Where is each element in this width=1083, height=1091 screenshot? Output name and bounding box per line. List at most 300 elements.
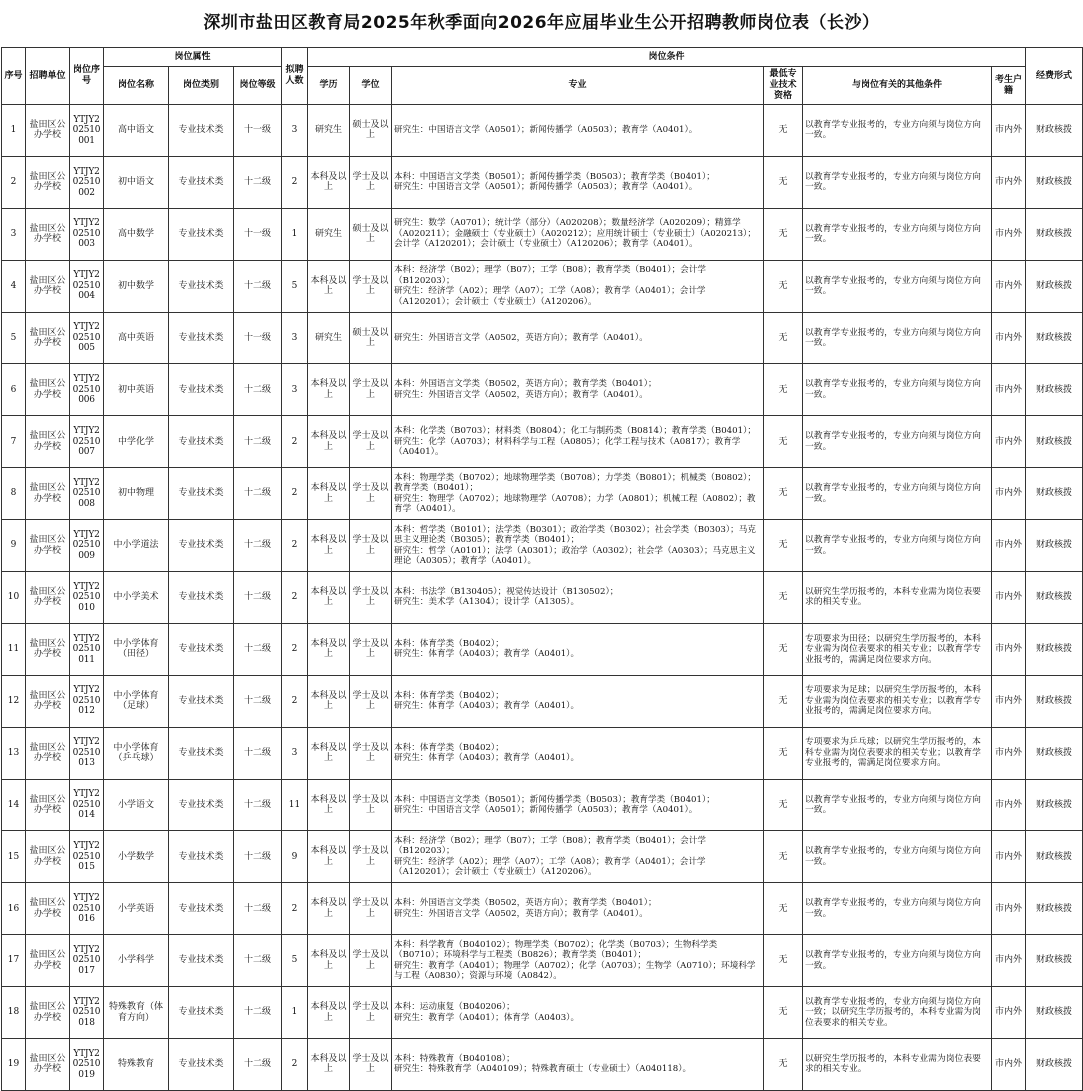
header-edu: 学历 [308,67,350,105]
cell-seq: 7 [2,416,26,468]
cell-funding: 财政核拨 [1026,105,1083,157]
cell-degree: 学士及以上 [350,935,392,987]
major-line: 研究生：特殊教育学（A040109）；特殊教育硕士（专业硕士）（A040118）。 [394,1064,692,1075]
cell-unit: 盐田区公办学校 [26,935,70,987]
cell-post-type: 专业技术类 [169,1039,234,1091]
major-line: 研究生：教育学（A0401）；体育学（A0403）。 [394,1012,580,1023]
cell-unit: 盐田区公办学校 [26,156,70,208]
cell-funding: 财政核拨 [1026,779,1083,831]
cell-funding: 财政核拨 [1026,156,1083,208]
cell-post-type: 专业技术类 [169,156,234,208]
cell-seq: 5 [2,312,26,364]
cell-other: 专项要求为田径；以研究生学历报考的，本科专业需为岗位表要求的相关专业；以教育学专业报考的，需满足岗位要求方向。 [803,623,992,675]
major-line: 研究生：中国语言文学（A0501）；新闻传播学（A0503）；教育学（A0401）。 [394,805,698,816]
cell-post-level: 十一级 [234,312,282,364]
cell-seq: 19 [2,1039,26,1091]
cell-post-type: 专业技术类 [169,987,234,1039]
header-post-type: 岗位类别 [169,67,234,105]
cell-major [392,623,764,675]
major-line: 本科：运动康复（B040206）； [394,1002,515,1013]
cell-hukou: 市内外 [992,364,1026,416]
cell-qual: 无 [764,831,803,883]
table-row [2,935,1083,987]
cell-seq: 1 [2,105,26,157]
cell-post-level: 十二级 [234,156,282,208]
cell-post-type: 专业技术类 [169,468,234,520]
cell-post-name: 中小学道法 [104,520,169,572]
cell-count: 1 [282,987,308,1039]
cell-hukou: 市内外 [992,883,1026,935]
major-line: 本科：科学教育（B040102）；物理学类（B0702）；化学类（B0703）；生物科学类（B0710）；环境科学与工程类（B0826）；教育学类（B0401）； [394,939,718,961]
cell-seq: 18 [2,987,26,1039]
cell-degree: 学士及以上 [350,675,392,727]
cell-degree: 学士及以上 [350,987,392,1039]
major-line: 本科：哲学类（B0101）；法学类（B0301）；政治学类（B0302）；社会学类（B0303）；马克思主义理论类（B0305）；教育学类（B0401）； [394,524,756,546]
cell-hukou: 市内外 [992,675,1026,727]
cell-degree: 学士及以上 [350,779,392,831]
cell-edu: 研究生 [308,312,350,364]
cell-post-level: 十二级 [234,572,282,624]
major-line: 本科：中国语言文学类（B0501）；新闻传播学类（B0503）；教育学类（B0401）； [394,794,715,805]
major-line: 研究生：体育学（A0403）；教育学（A0401）。 [394,701,580,712]
header-post-name: 岗位名称 [104,67,169,105]
cell-unit: 盐田区公办学校 [26,416,70,468]
cell-code: YTJY202510003 [70,208,104,260]
cell-edu: 本科及以上 [308,779,350,831]
cell-code: YTJY202510008 [70,468,104,520]
cell-major [392,779,764,831]
cell-qual: 无 [764,156,803,208]
cell-degree: 学士及以上 [350,623,392,675]
cell-post-name: 高中语文 [104,105,169,157]
cell-edu: 本科及以上 [308,468,350,520]
cell-funding: 财政核拨 [1026,883,1083,935]
cell-degree: 学士及以上 [350,416,392,468]
cell-degree: 学士及以上 [350,468,392,520]
cell-funding: 财政核拨 [1026,364,1083,416]
cell-post-level: 十二级 [234,883,282,935]
cell-major [392,260,764,312]
table-row [2,883,1083,935]
cell-post-type: 专业技术类 [169,364,234,416]
cell-hukou: 市内外 [992,208,1026,260]
cell-post-name: 高中英语 [104,312,169,364]
cell-other: 以教育学专业报考的，专业方向须与岗位方向一致。 [803,312,992,364]
major-line: 本科：特殊教育（B040108）； [394,1053,515,1064]
cell-hukou: 市内外 [992,727,1026,779]
cell-post-level: 十二级 [234,935,282,987]
cell-hukou: 市内外 [992,779,1026,831]
cell-post-name: 初中数学 [104,260,169,312]
cell-major [392,364,764,416]
cell-major [392,987,764,1039]
cell-hukou: 市内外 [992,623,1026,675]
cell-edu: 本科及以上 [308,520,350,572]
cell-seq: 14 [2,779,26,831]
cell-post-type: 专业技术类 [169,312,234,364]
cell-funding: 财政核拨 [1026,312,1083,364]
cell-edu: 本科及以上 [308,1039,350,1091]
cell-seq: 4 [2,260,26,312]
cell-unit: 盐田区公办学校 [26,727,70,779]
cell-post-type: 专业技术类 [169,208,234,260]
cell-degree: 学士及以上 [350,1039,392,1091]
cell-edu: 本科及以上 [308,987,350,1039]
recruitment-table [1,47,1083,1091]
cell-post-type: 专业技术类 [169,572,234,624]
cell-post-level: 十二级 [234,1039,282,1091]
cell-code: YTJY202510014 [70,779,104,831]
major-line: 研究生：哲学（A0101）；法学（A0301）；政治学（A0302）；社会学（A0303）；马克思主义理论（A0305）；教育学（A0401）。 [394,545,756,567]
cell-other: 以教育学专业报考的，专业方向须与岗位方向一致。 [803,364,992,416]
cell-post-level: 十二级 [234,260,282,312]
cell-post-level: 十二级 [234,520,282,572]
cell-qual: 无 [764,727,803,779]
cell-post-type: 专业技术类 [169,779,234,831]
cell-count: 2 [282,156,308,208]
cell-post-name: 中小学体育（田径） [104,623,169,675]
cell-funding: 财政核拨 [1026,468,1083,520]
cell-funding: 财政核拨 [1026,416,1083,468]
cell-post-name: 特殊教育 [104,1039,169,1091]
cell-major [392,312,764,364]
cell-count: 2 [282,883,308,935]
cell-major [392,156,764,208]
major-line: 研究生：外国语言文学（A0502，英语方向）；教育学（A0401）。 [394,389,648,400]
table-row [2,779,1083,831]
cell-unit: 盐田区公办学校 [26,987,70,1039]
cell-other: 以教育学专业报考的，专业方向须与岗位方向一致。 [803,105,992,157]
header-count: 拟聘人数 [282,48,308,105]
cell-edu: 本科及以上 [308,260,350,312]
cell-seq: 10 [2,572,26,624]
cell-hukou: 市内外 [992,156,1026,208]
cell-funding: 财政核拨 [1026,675,1083,727]
cell-qual: 无 [764,312,803,364]
cell-edu: 研究生 [308,105,350,157]
cell-post-level: 十二级 [234,779,282,831]
cell-seq: 17 [2,935,26,987]
cell-unit: 盐田区公办学校 [26,779,70,831]
cell-edu: 本科及以上 [308,675,350,727]
table-row [2,572,1083,624]
cell-count: 2 [282,623,308,675]
cell-seq: 11 [2,623,26,675]
cell-post-name: 小学科学 [104,935,169,987]
cell-hukou: 市内外 [992,935,1026,987]
cell-seq: 8 [2,468,26,520]
table-row [2,831,1083,883]
cell-hukou: 市内外 [992,260,1026,312]
table-row [2,727,1083,779]
cell-major [392,520,764,572]
major-line: 研究生：中国语言文学（A0501）；新闻传播学（A0503）；教育学（A0401）。 [394,125,698,136]
cell-post-type: 专业技术类 [169,416,234,468]
table-row [2,520,1083,572]
cell-funding: 财政核拨 [1026,831,1083,883]
header-other: 与岗位有关的其他条件 [803,67,992,105]
cell-qual: 无 [764,779,803,831]
cell-code: YTJY202510004 [70,260,104,312]
cell-degree: 学士及以上 [350,727,392,779]
header-cond-group: 岗位条件 [308,48,1026,67]
cell-count: 2 [282,572,308,624]
cell-post-level: 十一级 [234,105,282,157]
cell-edu: 本科及以上 [308,883,350,935]
cell-unit: 盐田区公办学校 [26,623,70,675]
header-qual: 最低专业技术资格 [764,67,803,105]
cell-major [392,727,764,779]
cell-code: YTJY202510015 [70,831,104,883]
cell-post-level: 十二级 [234,468,282,520]
cell-count: 3 [282,105,308,157]
cell-post-level: 十二级 [234,987,282,1039]
cell-post-name: 初中物理 [104,468,169,520]
cell-post-level: 十一级 [234,208,282,260]
cell-major [392,831,764,883]
cell-count: 1 [282,208,308,260]
major-line: 本科：书法学（B130405）；视觉传达设计（B130502）； [394,586,619,597]
cell-unit: 盐田区公办学校 [26,831,70,883]
cell-degree: 学士及以上 [350,260,392,312]
cell-funding: 财政核拨 [1026,572,1083,624]
cell-qual: 无 [764,364,803,416]
cell-post-type: 专业技术类 [169,105,234,157]
cell-hukou: 市内外 [992,987,1026,1039]
header-major: 专业 [392,67,764,105]
table-body [2,105,1083,1091]
cell-edu: 研究生 [308,208,350,260]
cell-post-name: 中小学美术 [104,572,169,624]
cell-count: 2 [282,416,308,468]
cell-major [392,105,764,157]
cell-seq: 3 [2,208,26,260]
table-row [2,260,1083,312]
major-line: 研究生：经济学（A02）；理学（A07）；工学（A08）；教育学（A0401）；会计学（A120201）；会计硕士（专业硕士）（A120206）。 [394,286,706,307]
cell-post-level: 十二级 [234,727,282,779]
cell-code: YTJY202510002 [70,156,104,208]
cell-post-type: 专业技术类 [169,883,234,935]
cell-qual: 无 [764,468,803,520]
cell-post-name: 初中英语 [104,364,169,416]
cell-qual: 无 [764,623,803,675]
cell-unit: 盐田区公办学校 [26,1039,70,1091]
major-line: 本科：经济学（B02）；理学（B07）；工学（B08）；教育学类（B0401）；会计学（B120203）； [394,835,706,857]
cell-qual: 无 [764,675,803,727]
cell-count: 5 [282,260,308,312]
cell-post-name: 小学语文 [104,779,169,831]
cell-other: 专项要求为乒乓球；以研究生学历报考的，本科专业需为岗位表要求的相关专业；以教育学专业报考的，需满足岗位要求方向。 [803,727,992,779]
cell-code: YTJY202510007 [70,416,104,468]
cell-major [392,572,764,624]
cell-count: 2 [282,468,308,520]
cell-degree: 学士及以上 [350,572,392,624]
cell-count: 3 [282,727,308,779]
cell-unit: 盐田区公办学校 [26,883,70,935]
major-line: 研究生：中国语言文学（A0501）；新闻传播学（A0503）；教育学（A0401）。 [394,182,698,193]
cell-post-type: 专业技术类 [169,260,234,312]
cell-count: 3 [282,312,308,364]
cell-other: 以教育学专业报考的，专业方向须与岗位方向一致。 [803,156,992,208]
cell-edu: 本科及以上 [308,623,350,675]
cell-count: 2 [282,675,308,727]
major-line: 本科：物理学类（B0702）；地球物理学类（B0708）；力学类（B0801）；机械类（B0802）；教育学类（B0401）； [394,472,756,494]
major-line: 本科：体育学类（B0402）； [394,690,504,701]
cell-count: 2 [282,520,308,572]
cell-qual: 无 [764,208,803,260]
cell-post-name: 中小学体育（足球） [104,675,169,727]
cell-funding: 财政核拨 [1026,935,1083,987]
cell-post-level: 十二级 [234,675,282,727]
table-row [2,1039,1083,1091]
cell-degree: 硕士及以上 [350,105,392,157]
cell-degree: 学士及以上 [350,156,392,208]
table-row [2,156,1083,208]
cell-post-name: 中学化学 [104,416,169,468]
cell-hukou: 市内外 [992,416,1026,468]
cell-post-name: 高中数学 [104,208,169,260]
cell-unit: 盐田区公办学校 [26,105,70,157]
cell-degree: 硕士及以上 [350,312,392,364]
cell-major [392,675,764,727]
cell-count: 11 [282,779,308,831]
cell-hukou: 市内外 [992,105,1026,157]
major-line: 本科：化学类（B0703）；材料类（B0804）；化工与制药类（B0814）；教育学类（B0401）； [394,426,756,437]
major-line: 研究生：体育学（A0403）；教育学（A0401）。 [394,753,580,764]
cell-major [392,883,764,935]
header-code: 岗位序号 [70,48,104,105]
cell-seq: 9 [2,520,26,572]
cell-degree: 学士及以上 [350,520,392,572]
major-line: 研究生：数学（A0701）；统计学（部分）（A020208）；数量经济学（A020209）；精算学（A020211）；金融硕士（专业硕士）（A020212）；应用统计硕士（专业硕士）（A020213）；会计学（A120201）；会计硕士（专业硕士）（A120206）；教育学（A0401）。 [394,218,756,250]
cell-edu: 本科及以上 [308,364,350,416]
cell-post-name: 特殊教育（体育方向） [104,987,169,1039]
cell-post-level: 十二级 [234,623,282,675]
cell-hukou: 市内外 [992,468,1026,520]
cell-code: YTJY202510016 [70,883,104,935]
header-unit: 招聘单位 [26,48,70,105]
cell-major [392,468,764,520]
cell-other: 以教育学专业报考的，专业方向须与岗位方向一致。 [803,935,992,987]
cell-unit: 盐田区公办学校 [26,675,70,727]
cell-post-name: 中小学体育（乒乓球） [104,727,169,779]
cell-degree: 学士及以上 [350,831,392,883]
cell-other: 以教育学专业报考的，专业方向须与岗位方向一致。 [803,260,992,312]
cell-qual: 无 [764,987,803,1039]
cell-other: 以教育学专业报考的，专业方向须与岗位方向一致。 [803,831,992,883]
cell-edu: 本科及以上 [308,156,350,208]
cell-qual: 无 [764,572,803,624]
cell-code: YTJY202510005 [70,312,104,364]
header-attr-group: 岗位属性 [104,48,282,67]
cell-code: YTJY202510001 [70,105,104,157]
major-line: 本科：体育学类（B0402）； [394,638,504,649]
header-hukou: 考生户籍 [992,67,1026,105]
cell-major [392,935,764,987]
cell-unit: 盐田区公办学校 [26,572,70,624]
cell-code: YTJY202510017 [70,935,104,987]
cell-code: YTJY202510009 [70,520,104,572]
cell-degree: 学士及以上 [350,883,392,935]
table-row [2,364,1083,416]
cell-other: 以教育学专业报考的，专业方向须与岗位方向一致。 [803,468,992,520]
table-row [2,208,1083,260]
cell-post-level: 十二级 [234,416,282,468]
cell-qual: 无 [764,416,803,468]
cell-funding: 财政核拨 [1026,623,1083,675]
cell-other: 以研究生学历报考的，本科专业需为岗位表要求的相关专业。 [803,1039,992,1091]
cell-edu: 本科及以上 [308,572,350,624]
cell-post-level: 十二级 [234,364,282,416]
cell-edu: 本科及以上 [308,935,350,987]
cell-unit: 盐田区公办学校 [26,364,70,416]
cell-funding: 财政核拨 [1026,1039,1083,1091]
cell-unit: 盐田区公办学校 [26,468,70,520]
cell-major [392,208,764,260]
header-post-level: 岗位等级 [234,67,282,105]
table-row [2,416,1083,468]
major-line: 研究生：体育学（A0403）；教育学（A0401）。 [394,649,580,660]
cell-other: 以教育学专业报考的，专业方向须与岗位方向一致；以研究生学历报考的，本科专业需为岗位表要求的相关专业。 [803,987,992,1039]
cell-edu: 本科及以上 [308,727,350,779]
cell-post-name: 小学英语 [104,883,169,935]
cell-unit: 盐田区公办学校 [26,208,70,260]
cell-edu: 本科及以上 [308,416,350,468]
cell-degree: 学士及以上 [350,364,392,416]
cell-qual: 无 [764,935,803,987]
major-line: 研究生：化学（A0703）；材料科学与工程（A0805）；化学工程与技术（A0817）；教育学（A0401）。 [394,436,741,458]
cell-code: YTJY202510019 [70,1039,104,1091]
cell-count: 2 [282,1039,308,1091]
table-row [2,312,1083,364]
table-row [2,987,1083,1039]
cell-other: 专项要求为足球；以研究生学历报考的，本科专业需为岗位表要求的相关专业；以教育学专业报考的，需满足岗位要求方向。 [803,675,992,727]
cell-unit: 盐田区公办学校 [26,260,70,312]
cell-seq: 15 [2,831,26,883]
cell-post-type: 专业技术类 [169,935,234,987]
cell-unit: 盐田区公办学校 [26,520,70,572]
cell-seq: 13 [2,727,26,779]
cell-qual: 无 [764,1039,803,1091]
cell-seq: 16 [2,883,26,935]
cell-other: 以研究生学历报考的，本科专业需为岗位表要求的相关专业。 [803,572,992,624]
cell-funding: 财政核拨 [1026,260,1083,312]
cell-seq: 2 [2,156,26,208]
cell-funding: 财政核拨 [1026,987,1083,1039]
cell-other: 以教育学专业报考的，专业方向须与岗位方向一致。 [803,520,992,572]
cell-hukou: 市内外 [992,831,1026,883]
cell-count: 5 [282,935,308,987]
header-funding: 经费形式 [1026,48,1083,105]
cell-post-type: 专业技术类 [169,727,234,779]
cell-qual: 无 [764,105,803,157]
major-line: 本科：外国语言文学类（B0502，英语方向）；教育学类（B0401）； [394,898,657,909]
table-row [2,105,1083,157]
cell-code: YTJY202510011 [70,623,104,675]
cell-seq: 12 [2,675,26,727]
cell-qual: 无 [764,883,803,935]
cell-funding: 财政核拨 [1026,208,1083,260]
cell-qual: 无 [764,520,803,572]
major-line: 研究生：经济学（A02）；理学（A07）；工学（A08）；教育学（A0401）；会计学（A120201）；会计硕士（专业硕士）（A120206）。 [394,856,706,878]
page-title: 深圳市盐田区教育局2025年秋季面向2026年应届毕业生公开招聘教师岗位表（长沙） [203,13,880,33]
cell-post-level: 十二级 [234,831,282,883]
cell-other: 以教育学专业报考的，专业方向须与岗位方向一致。 [803,208,992,260]
major-line: 本科：体育学类（B0402）； [394,742,504,753]
major-line: 研究生：物理学（A0702）；地球物理学（A0708）；力学（A0801）；机械工程（A0802）；教育学（A0401）。 [394,493,756,515]
cell-edu: 本科及以上 [308,831,350,883]
cell-post-type: 专业技术类 [169,831,234,883]
